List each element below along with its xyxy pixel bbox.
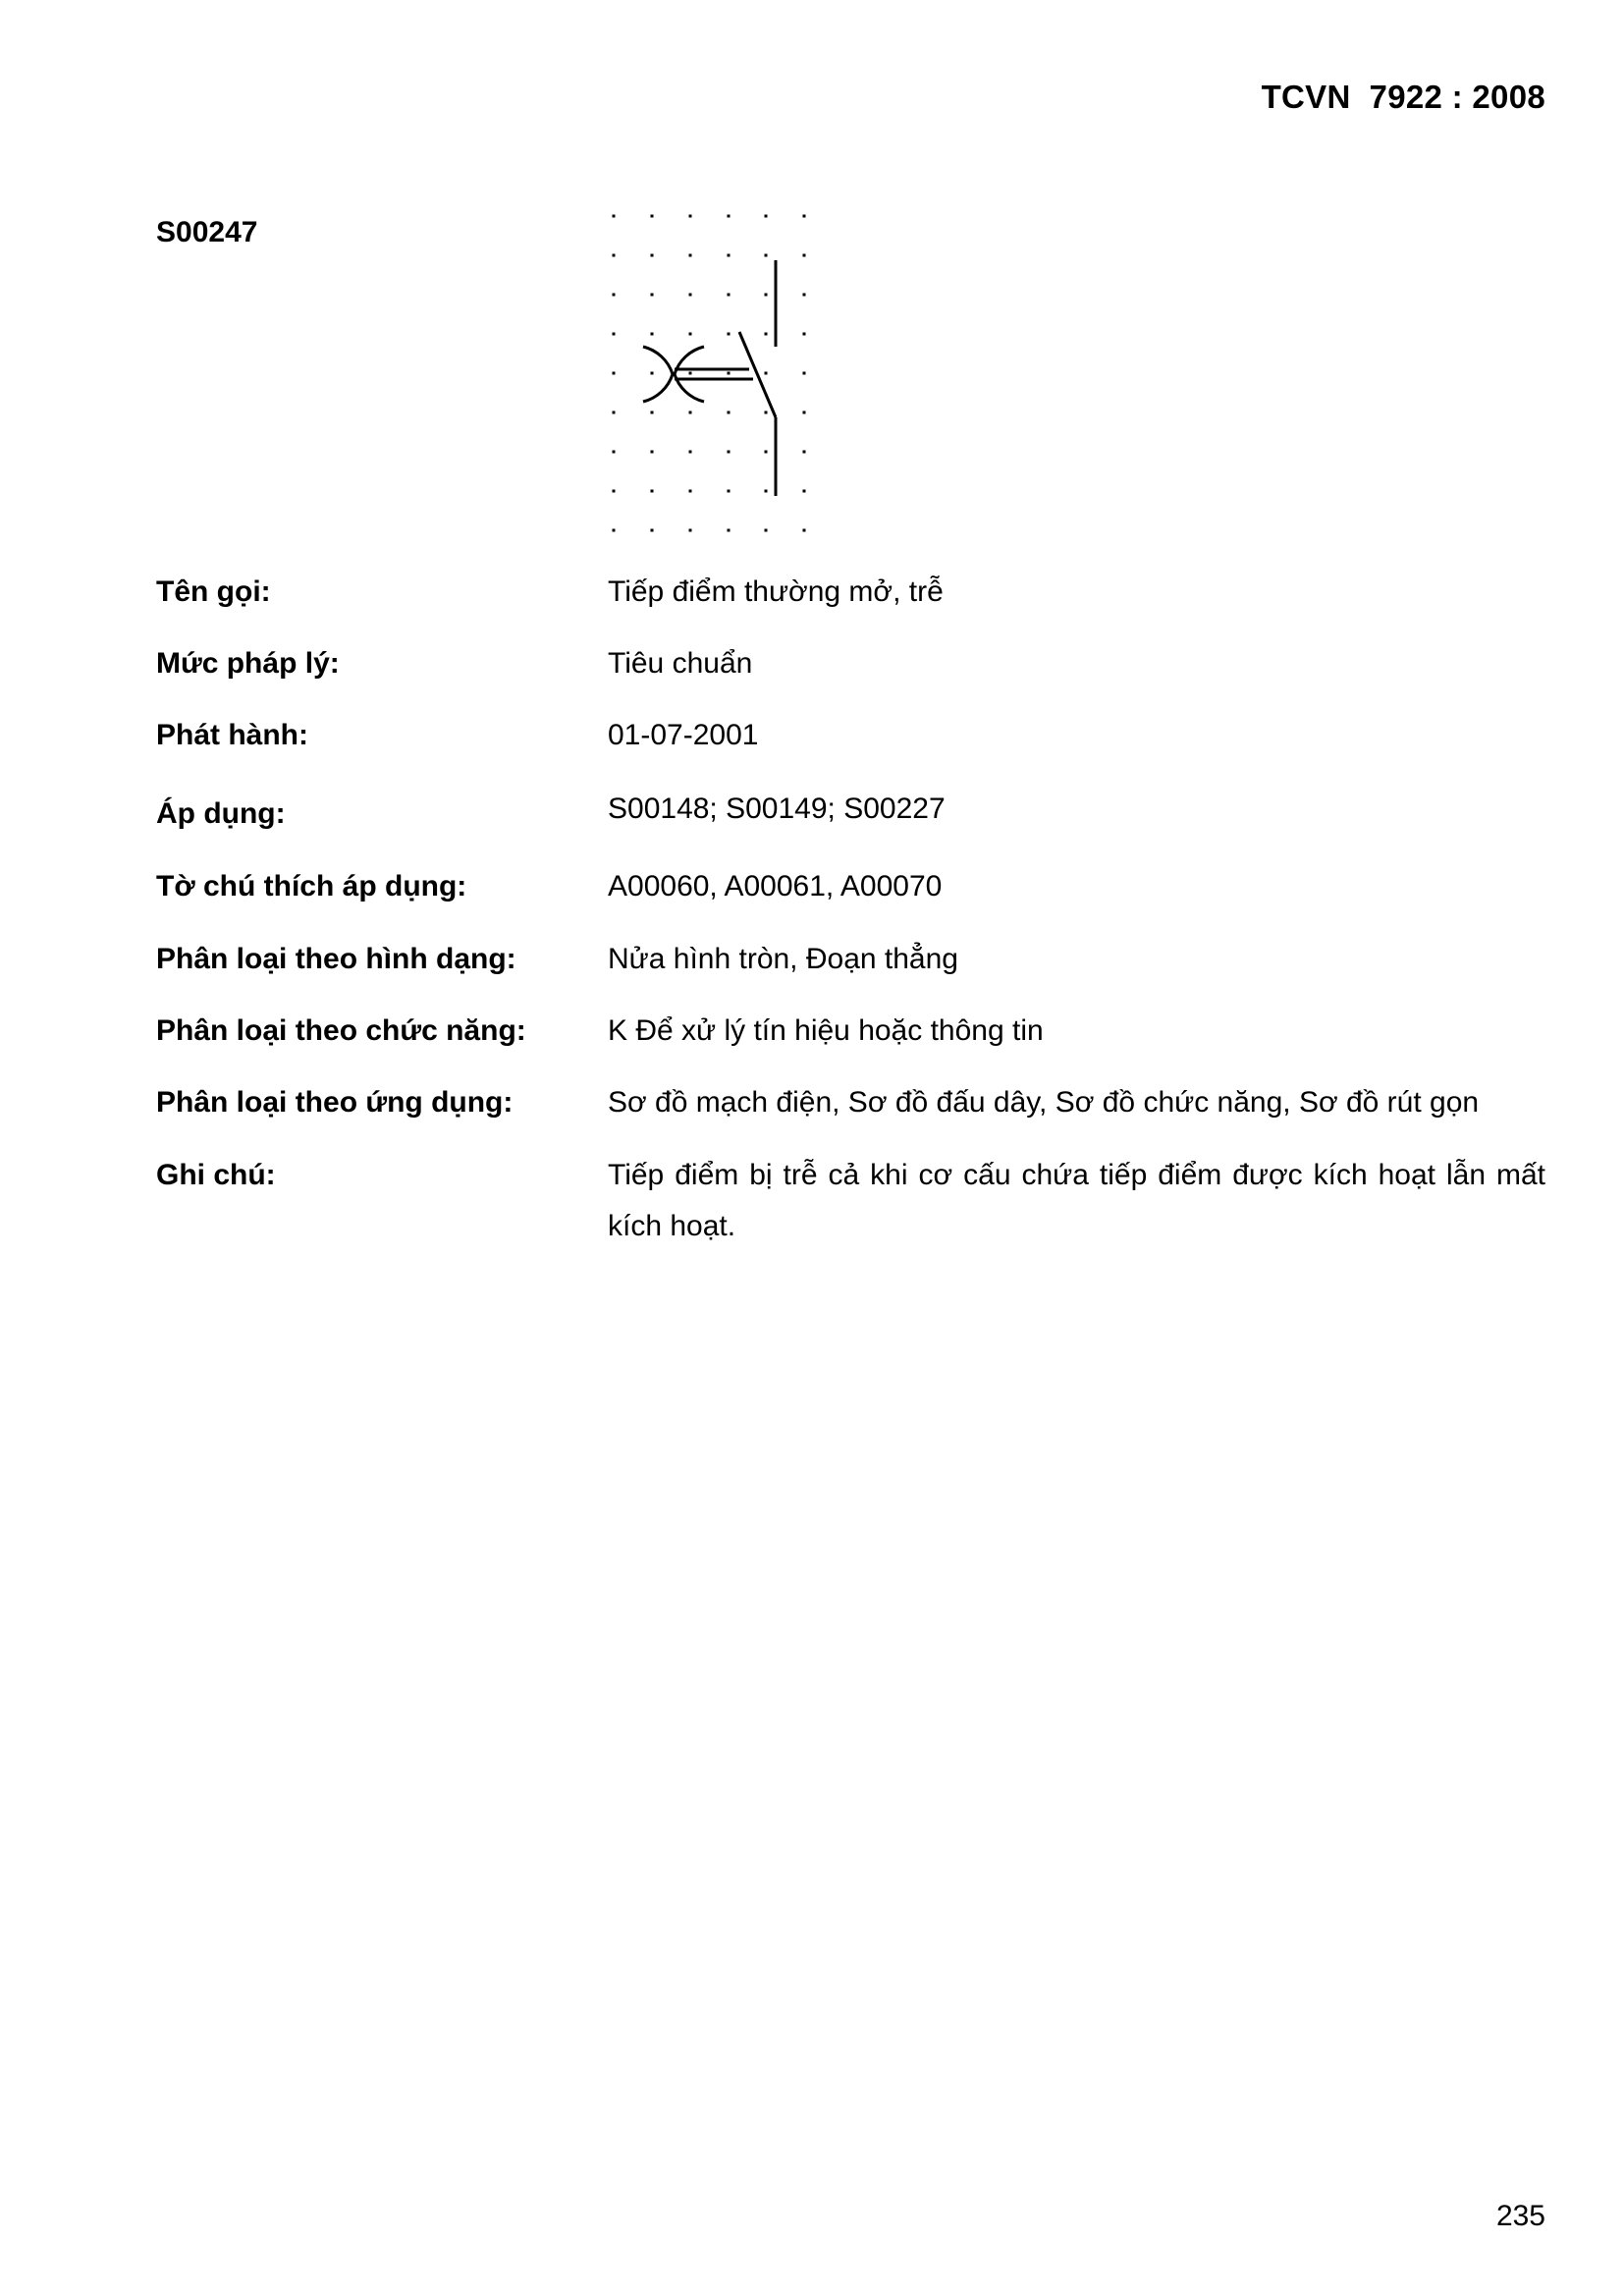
page-number: 235 — [1495, 2200, 1545, 2232]
grid-dot — [803, 294, 806, 297]
grid-dot — [651, 490, 654, 493]
grid-dot — [728, 451, 731, 454]
grid-dot — [728, 529, 731, 532]
grid-dot — [613, 215, 616, 218]
field-annotation-sheets-value: A00060, A00061, A00070 — [608, 870, 943, 902]
grid-dot — [651, 529, 654, 532]
grid-dot — [728, 490, 731, 493]
grid-dot — [613, 529, 616, 532]
delay-arc-left — [643, 347, 673, 402]
grid-dot — [613, 490, 616, 493]
field-name-label: Tên gọi: — [156, 575, 271, 608]
field-name-value: Tiếp điểm thường mở, trễ — [608, 575, 944, 608]
grid-dot — [689, 254, 692, 257]
grid-dot — [651, 372, 654, 375]
grid-dot — [689, 451, 692, 454]
field-shape-class-value: Nửa hình tròn, Đoạn thẳng — [608, 943, 958, 975]
field-applies-to-label: Áp dụng: — [156, 797, 286, 830]
field-function-class-label: Phân loại theo chức năng: — [156, 1014, 526, 1047]
delayed-normally-open-contact-icon — [599, 206, 825, 550]
field-note-label: Ghi chú: — [156, 1159, 276, 1191]
field-annotation-sheets-label: Tờ chú thích áp dụng: — [156, 870, 467, 902]
grid-dot — [765, 411, 768, 414]
grid-dot — [689, 333, 692, 336]
grid-dot — [689, 372, 692, 375]
grid-dot — [728, 372, 731, 375]
grid-dot — [765, 254, 768, 257]
grid-dot — [728, 254, 731, 257]
grid-dot — [613, 451, 616, 454]
symbol-id: S00247 — [156, 216, 258, 248]
grid-dot — [765, 215, 768, 218]
grid-dot — [613, 333, 616, 336]
grid-dot — [613, 294, 616, 297]
grid-dot — [765, 372, 768, 375]
grid-dot — [613, 411, 616, 414]
grid-dot — [651, 254, 654, 257]
grid-dot — [803, 490, 806, 493]
grid-dot — [803, 451, 806, 454]
field-release-label: Phát hành: — [156, 719, 308, 751]
grid-dot — [689, 529, 692, 532]
field-application-class-label: Phân loại theo ứng dụng: — [156, 1086, 514, 1119]
grid-dot — [765, 490, 768, 493]
field-application-class-value: Sơ đồ mạch điện, Sơ đồ đấu dây, Sơ đồ chức năng, Sơ đồ rút gọn — [608, 1086, 1480, 1119]
grid-dot — [613, 254, 616, 257]
grid-dot — [728, 411, 731, 414]
grid-dot — [803, 411, 806, 414]
field-shape-class-label: Phân loại theo hình dạng: — [156, 943, 516, 975]
grid-dot — [689, 411, 692, 414]
grid-dot — [689, 490, 692, 493]
grid-dot — [689, 294, 692, 297]
grid-dot — [651, 333, 654, 336]
grid-dot — [803, 529, 806, 532]
grid-dot — [689, 215, 692, 218]
grid-dot — [765, 529, 768, 532]
grid-dot — [765, 333, 768, 336]
field-applies-to-value: S00148; S00149; S00227 — [608, 793, 946, 825]
standard-header: TCVN 7922 : 2008 — [1261, 79, 1545, 115]
grid-dot — [803, 372, 806, 375]
field-release-value: 01-07-2001 — [608, 719, 759, 751]
field-note-value: Tiếp điểm bị trễ cả khi cơ cấu chứa tiếp điểm được kích hoạt lẫn mất kích hoạt. — [608, 1159, 1545, 1242]
grid-dot — [651, 215, 654, 218]
field-legal-level-label: Mức pháp lý: — [156, 647, 340, 680]
grid-dot — [613, 372, 616, 375]
grid-dot — [651, 451, 654, 454]
grid-dot — [728, 333, 731, 336]
grid-dot — [728, 215, 731, 218]
grid-dot — [651, 411, 654, 414]
grid-dot — [803, 254, 806, 257]
field-legal-level-value: Tiêu chuẩn — [608, 647, 753, 680]
grid-dot — [651, 294, 654, 297]
grid-dot — [765, 451, 768, 454]
contact-blade — [739, 332, 776, 417]
grid-dot — [765, 294, 768, 297]
grid-dot — [803, 333, 806, 336]
field-function-class-value: K Để xử lý tín hiệu hoặc thông tin — [608, 1014, 1044, 1047]
grid-dot — [803, 215, 806, 218]
grid-dot — [728, 294, 731, 297]
symbol-figure — [599, 206, 825, 550]
